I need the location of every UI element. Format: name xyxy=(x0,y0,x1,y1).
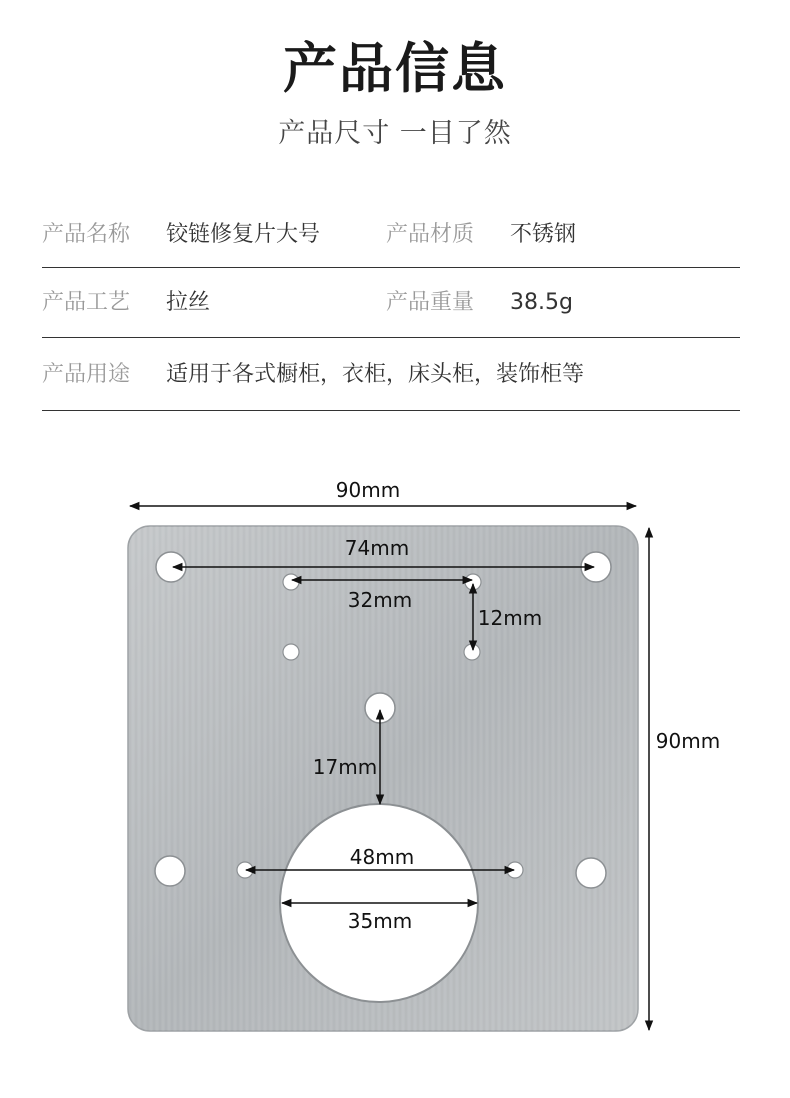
process-label: 产品工艺 xyxy=(42,290,131,315)
page-subtitle: 产品尺寸 一目了然 xyxy=(278,118,512,149)
label-bottom-hole-spacing: 48mm xyxy=(349,845,415,869)
label-overall-height: 90mm xyxy=(655,729,721,753)
label-center-to-circle: 17mm xyxy=(312,755,378,779)
spec-row-name-material xyxy=(42,217,740,253)
material-label: 产品材质 xyxy=(386,222,475,247)
hole-small-upper-left xyxy=(283,574,299,590)
label-overall-width: 90mm xyxy=(335,478,401,502)
usage-value: 适用于各式橱柜，衣柜，床头柜，装饰柜等 xyxy=(166,362,585,387)
label-outer-hole-spacing: 74mm xyxy=(344,536,410,560)
spec-row-process-weight xyxy=(42,285,740,321)
hole-bottom-right xyxy=(576,858,606,888)
material-value: 不锈钢 xyxy=(510,222,577,247)
name-value: 铰链修复片大号 xyxy=(166,222,321,247)
spec-divider-2 xyxy=(42,337,740,338)
label-top-hole-spacing: 32mm xyxy=(347,588,413,612)
label-top-hole-vertical: 12mm xyxy=(477,606,543,630)
spec-row-usage xyxy=(42,357,740,393)
hole-bottom-left xyxy=(155,856,185,886)
hole-small-mid-left xyxy=(283,644,299,660)
spec-divider-1 xyxy=(42,267,740,268)
usage-label: 产品用途 xyxy=(42,362,131,387)
weight-value: 38.5g xyxy=(510,290,573,315)
spec-divider-3 xyxy=(42,410,740,411)
weight-label: 产品重量 xyxy=(386,290,475,315)
label-circle-diameter: 35mm xyxy=(347,909,413,933)
name-label: 产品名称 xyxy=(42,222,131,247)
hole-small-mid-right xyxy=(464,644,480,660)
page-title: 产品信息 xyxy=(283,37,507,100)
plate-dimension-diagram xyxy=(0,460,790,1080)
process-value: 拉丝 xyxy=(166,290,211,315)
